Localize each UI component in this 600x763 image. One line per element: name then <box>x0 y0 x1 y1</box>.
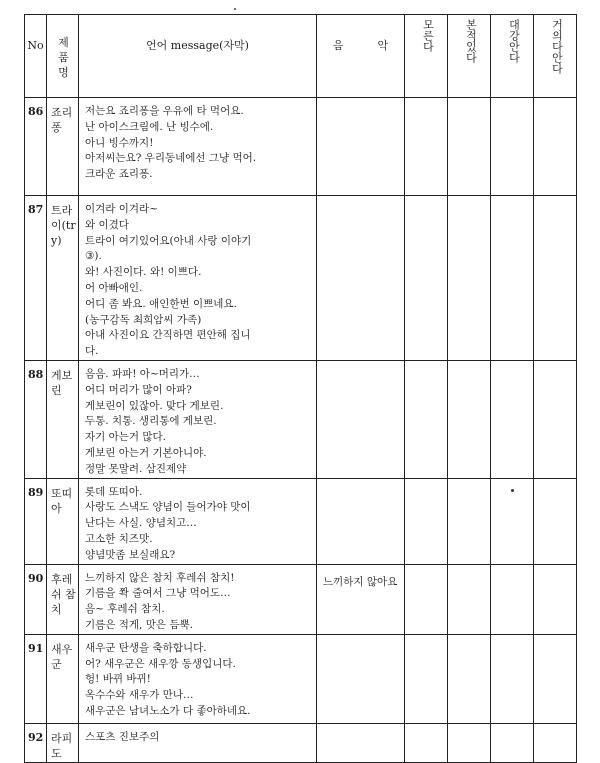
ad-message: 새우군 탄생을 축하합니다. 어? 새우군은 새우깡 동생입니다. 헝! 바뀌 바뀌! 옥수수와 새우가 만나… 새우군은 남녀노소가 다 좋아하네요. <box>79 634 317 723</box>
response-cell-mostly[interactable] <box>534 360 577 478</box>
pen-mark <box>511 489 514 492</box>
table-row <box>25 478 577 564</box>
header-row <box>25 15 577 98</box>
music-cell <box>317 723 405 762</box>
row-number: 88 <box>25 360 47 478</box>
header-no: No <box>25 15 47 98</box>
response-cell-unknown[interactable] <box>405 564 448 634</box>
header-message: 언어 message(자막) <box>79 15 317 98</box>
header-response-unknown: 모른다 <box>405 15 448 98</box>
response-cell-seen[interactable] <box>448 564 491 634</box>
ad-message: 느끼하지 않은 참치 후레쉬 참치! 기름을 쫙 줄여서 그냥 먹어도… 음~ 후레쉬 참치. 기름은 적게, 맛은 듬뿍. <box>79 564 317 634</box>
response-cell-seen[interactable] <box>448 723 491 762</box>
ad-message: 이겨라 이겨라~ 와 이겼다 트라이 여기있어요(아내 사랑 이야기 ③). 와! 사진이다. 와! 이쁘다. 어 아빠애인. 어디 좀 봐요. 애인한번 이쁘네요. (농구감독 최희암씨 가족) 아내 사진이요 간직하면 편안해 집니 다. <box>79 196 317 361</box>
row-number: 89 <box>25 478 47 564</box>
music-cell <box>317 196 405 361</box>
table-row <box>25 98 577 196</box>
table-row <box>25 196 577 361</box>
response-cell-roughly[interactable] <box>491 360 534 478</box>
ad-recognition-table <box>24 14 577 763</box>
music-cell <box>317 634 405 723</box>
header-product: 제품명 <box>47 15 79 98</box>
response-cell-unknown[interactable] <box>405 98 448 196</box>
response-cell-roughly[interactable] <box>491 478 534 564</box>
response-cell-unknown[interactable] <box>405 196 448 361</box>
response-cell-mostly[interactable] <box>534 478 577 564</box>
product-name: 게보린 <box>47 360 79 478</box>
response-cell-seen[interactable] <box>448 634 491 723</box>
response-cell-roughly[interactable] <box>491 634 534 723</box>
row-number: 92 <box>25 723 47 762</box>
row-number: 90 <box>25 564 47 634</box>
response-cell-unknown[interactable] <box>405 360 448 478</box>
response-cell-unknown[interactable] <box>405 723 448 762</box>
product-name: 죠리퐁 <box>47 98 79 196</box>
header-response-roughly: 대강안다 <box>491 15 534 98</box>
scan-speck <box>234 8 236 10</box>
response-cell-roughly[interactable] <box>491 196 534 361</box>
music-cell <box>317 98 405 196</box>
row-number: 87 <box>25 196 47 361</box>
product-name: 트라이(try) <box>47 196 79 361</box>
music-cell <box>317 360 405 478</box>
response-cell-roughly[interactable] <box>491 564 534 634</box>
response-cell-mostly[interactable] <box>534 98 577 196</box>
response-cell-mostly[interactable] <box>534 634 577 723</box>
music-cell <box>317 478 405 564</box>
response-cell-seen[interactable] <box>448 98 491 196</box>
ad-message: 롯데 또띠아. 사랑도 스낵도 양념이 들어가야 맛이 난다는 사실. 양념치고… 고소한 치즈맛. 양념맛좀 보실래요? <box>79 478 317 564</box>
table-row <box>25 564 577 634</box>
product-name: 라피도 <box>47 723 79 762</box>
header-response-seen: 본적있다 <box>448 15 491 98</box>
ad-message: 음음. 파파! 아~머리가… 어디 머리가 많이 아파? 게보린이 있잖아. 맞다 게보린. 두통. 치통. 생리통에 게보린. 자기 아는거 많다. 게보린 아는거 기본아니야. 정말 못말려. 삼진제약 <box>79 360 317 478</box>
response-cell-roughly[interactable] <box>491 723 534 762</box>
response-cell-unknown[interactable] <box>405 478 448 564</box>
response-cell-seen[interactable] <box>448 478 491 564</box>
row-number: 86 <box>25 98 47 196</box>
response-cell-seen[interactable] <box>448 196 491 361</box>
response-cell-roughly[interactable] <box>491 98 534 196</box>
table-row <box>25 634 577 723</box>
header-music: 음 악 <box>317 15 405 98</box>
response-cell-mostly[interactable] <box>534 723 577 762</box>
response-cell-mostly[interactable] <box>534 564 577 634</box>
product-name: 새우군 <box>47 634 79 723</box>
response-cell-mostly[interactable] <box>534 196 577 361</box>
response-cell-seen[interactable] <box>448 360 491 478</box>
table-row <box>25 360 577 478</box>
ad-message: 저는요 죠리퐁을 우유에 타 먹어요. 난 아이스크림에. 난 빙수에. 아니 빙수까지! 아저씨는요? 우리동네에선 그냥 먹어. 크라운 죠리퐁. <box>79 98 317 196</box>
header-response-mostly: 거의다안다 <box>534 15 577 98</box>
row-number: 91 <box>25 634 47 723</box>
music-cell: 느끼하지 않아요 <box>317 564 405 634</box>
product-name: 후레쉬 참치 <box>47 564 79 634</box>
product-name: 또띠아 <box>47 478 79 564</box>
response-cell-unknown[interactable] <box>405 634 448 723</box>
ad-message: 스포츠 진보주의 <box>79 723 317 762</box>
table-row <box>25 723 577 762</box>
